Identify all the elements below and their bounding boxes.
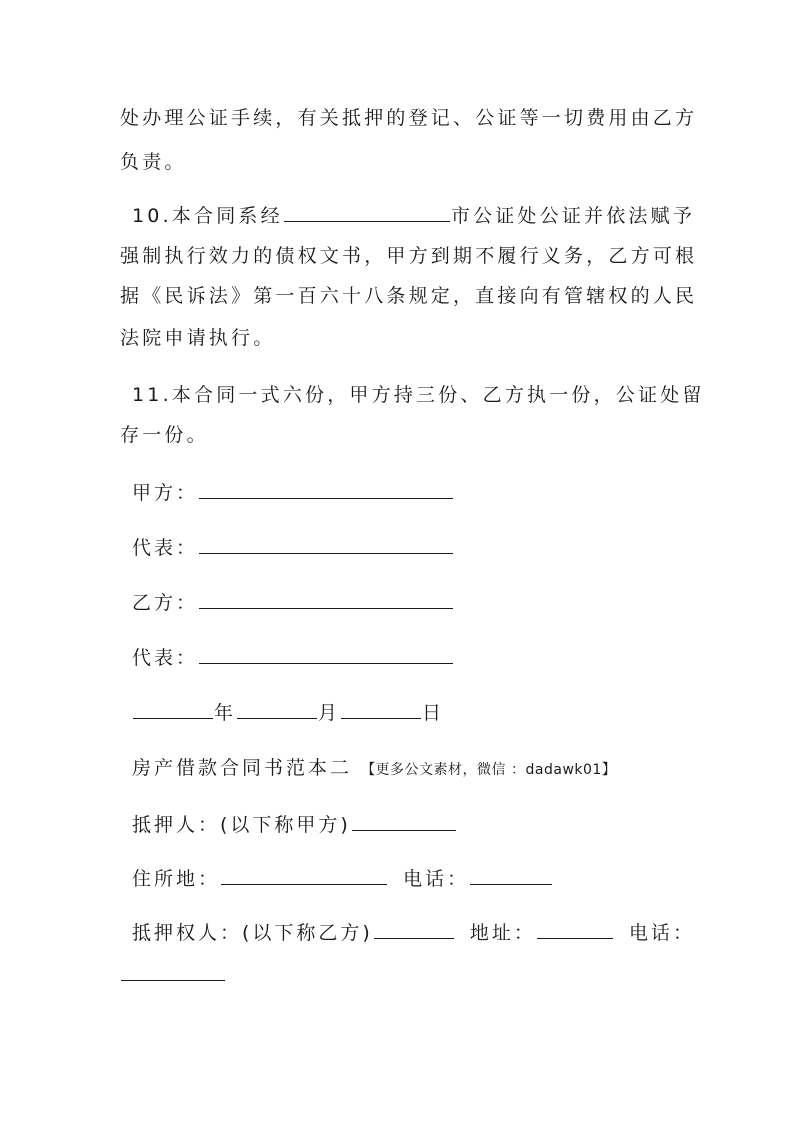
party-a-label: 甲方：	[132, 482, 199, 504]
party-b-label: 乙方：	[132, 592, 199, 614]
party-a-blank[interactable]	[199, 480, 453, 499]
year-label: 年	[214, 702, 237, 724]
para10-line3: 据《民诉法》第一百六十八条规定，直接向有管辖权的人民	[120, 285, 698, 307]
sample2-heading	[132, 755, 616, 783]
para11-line2: 存一份。	[120, 424, 209, 446]
mortgagor-line	[132, 812, 457, 838]
mortgagor-label: 抵押人：(以下称甲方)	[132, 814, 351, 836]
para10-line2: 强制执行效力的债权文书，甲方到期不履行义务，乙方可根	[120, 245, 698, 267]
party-b-rep-line	[132, 645, 454, 671]
day-blank[interactable]	[341, 700, 421, 719]
mortgagee-phone-blank[interactable]	[121, 962, 225, 981]
party-a-line	[132, 480, 454, 506]
year-blank[interactable]	[133, 700, 213, 719]
mortgagee-address-label: 地址：	[469, 922, 536, 944]
para10-suffix: 市公证处公证并依法赋予	[450, 205, 696, 227]
party-b-rep-blank[interactable]	[199, 645, 453, 664]
party-b-rep-label: 代表：	[132, 647, 199, 669]
para1-line1: 处办理公证手续，有关抵押的登记、公证等一切费用由乙方	[120, 107, 698, 129]
party-b-blank[interactable]	[199, 590, 453, 609]
para10-prefix: 10.本合同系经	[132, 205, 283, 227]
residence-label: 住所地：	[132, 868, 221, 890]
para1-line2: 负责。	[120, 151, 187, 173]
mortgagee-address-blank[interactable]	[537, 920, 613, 939]
mortgagee-label: 抵押权人：(以下称乙方)	[132, 922, 373, 944]
party-b-line	[132, 590, 454, 616]
party-a-rep-line	[132, 535, 454, 561]
para10-line1	[132, 203, 696, 229]
date-line	[132, 700, 444, 726]
party-a-rep-blank[interactable]	[199, 535, 453, 554]
month-blank[interactable]	[237, 700, 317, 719]
mortgagee-line	[132, 920, 695, 946]
residence-blank[interactable]	[221, 866, 387, 885]
party-a-rep-label: 代表：	[132, 537, 199, 559]
sample2-title: 房产借款合同书范本二	[132, 757, 353, 779]
residence-phone-label: 电话：	[403, 868, 470, 890]
notary-city-blank[interactable]	[284, 203, 450, 222]
mortgagee-phone-line	[120, 962, 226, 988]
mortgagee-blank[interactable]	[374, 920, 454, 939]
day-label: 日	[422, 702, 445, 724]
mortgagee-phone-label: 电话：	[628, 922, 695, 944]
sample2-note: 【更多公文素材，微信 ：dadawk01】	[361, 762, 617, 778]
mortgagor-blank[interactable]	[352, 812, 456, 831]
para10-line4: 法院申请执行。	[120, 327, 276, 349]
month-label: 月	[318, 702, 341, 724]
residence-phone-blank[interactable]	[470, 866, 552, 885]
residence-line	[132, 866, 553, 892]
para11-line1: 11.本合同一式六份，甲方持三份、乙方执一份，公证处留	[132, 384, 705, 406]
